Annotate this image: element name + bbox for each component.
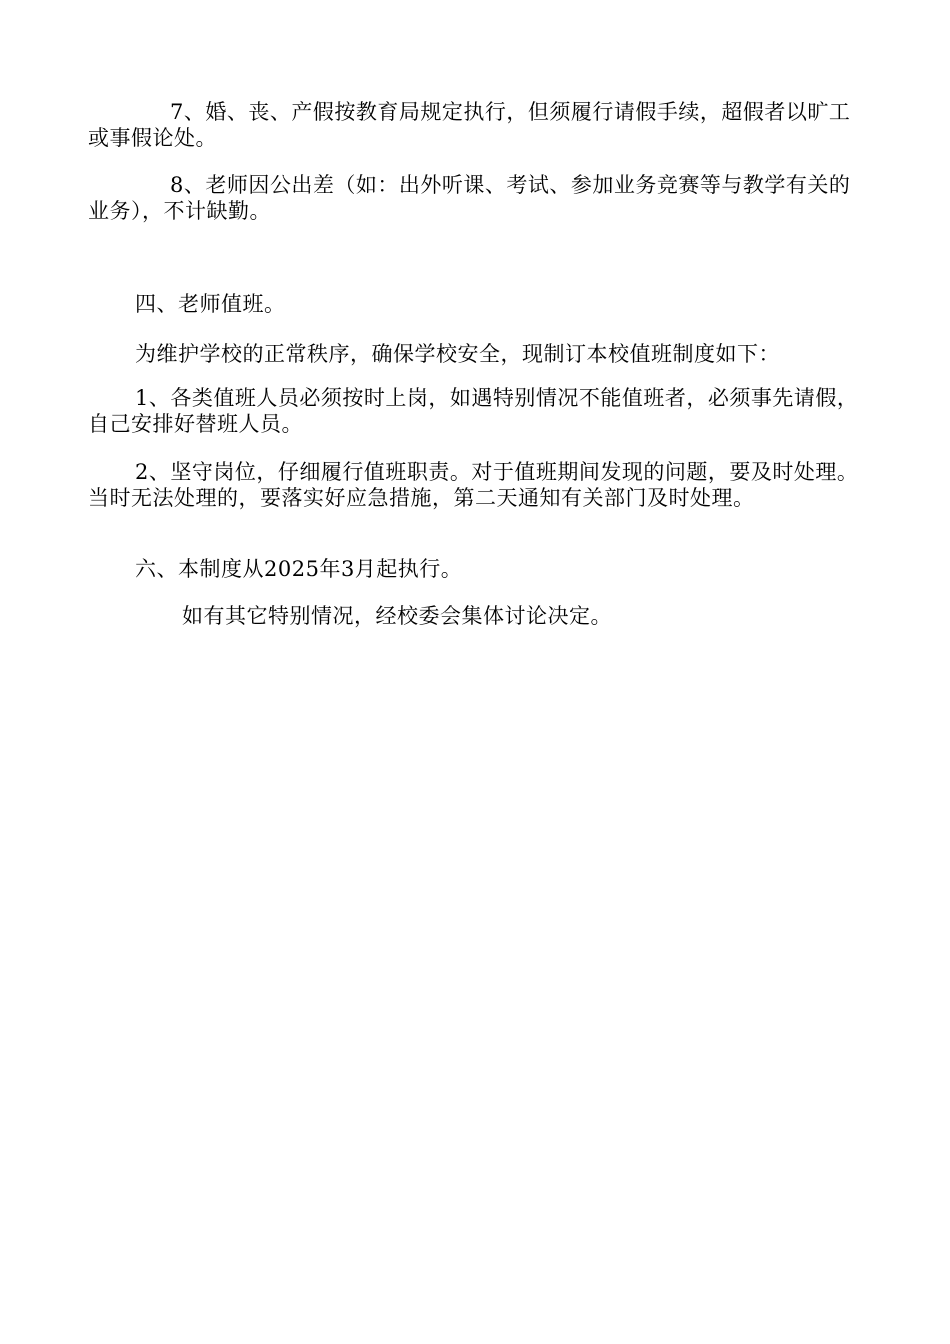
- paragraph-duty-rule-2: 2、坚守岗位，仔细履行值班职责。对于值班期间发现的问题，要及时处理。当时无法处理的，要落实好应急措施，第二天通知有关部门及时处理。: [88, 460, 859, 510]
- paragraph-official-business-trip: 8、老师因公出差（如：出外听课、考试、参加业务竞赛等与教学有关的业务），不计缺勤。: [88, 173, 851, 223]
- paragraph-effective-date: 六、本制度从2025年3月起执行。: [135, 557, 463, 581]
- paragraph-duty-system-intro: 为维护学校的正常秩序，确保学校安全，现制订本校值班制度如下：: [135, 342, 780, 366]
- section-heading-teacher-duty: 四、老师值班。: [135, 292, 286, 316]
- paragraph-marriage-funeral-maternity-leave: 7、婚、丧、产假按教育局规定执行，但须履行请假手续，超假者以旷工或事假论处。: [88, 100, 851, 150]
- paragraph-duty-rule-1: 1、各类值班人员必须按时上岗，如遇特别情况不能值班者，必须事先请假，自己安排好替班人员。: [88, 386, 859, 436]
- paragraph-other-situations: 如有其它特别情况，经校委会集体讨论决定。: [182, 604, 612, 628]
